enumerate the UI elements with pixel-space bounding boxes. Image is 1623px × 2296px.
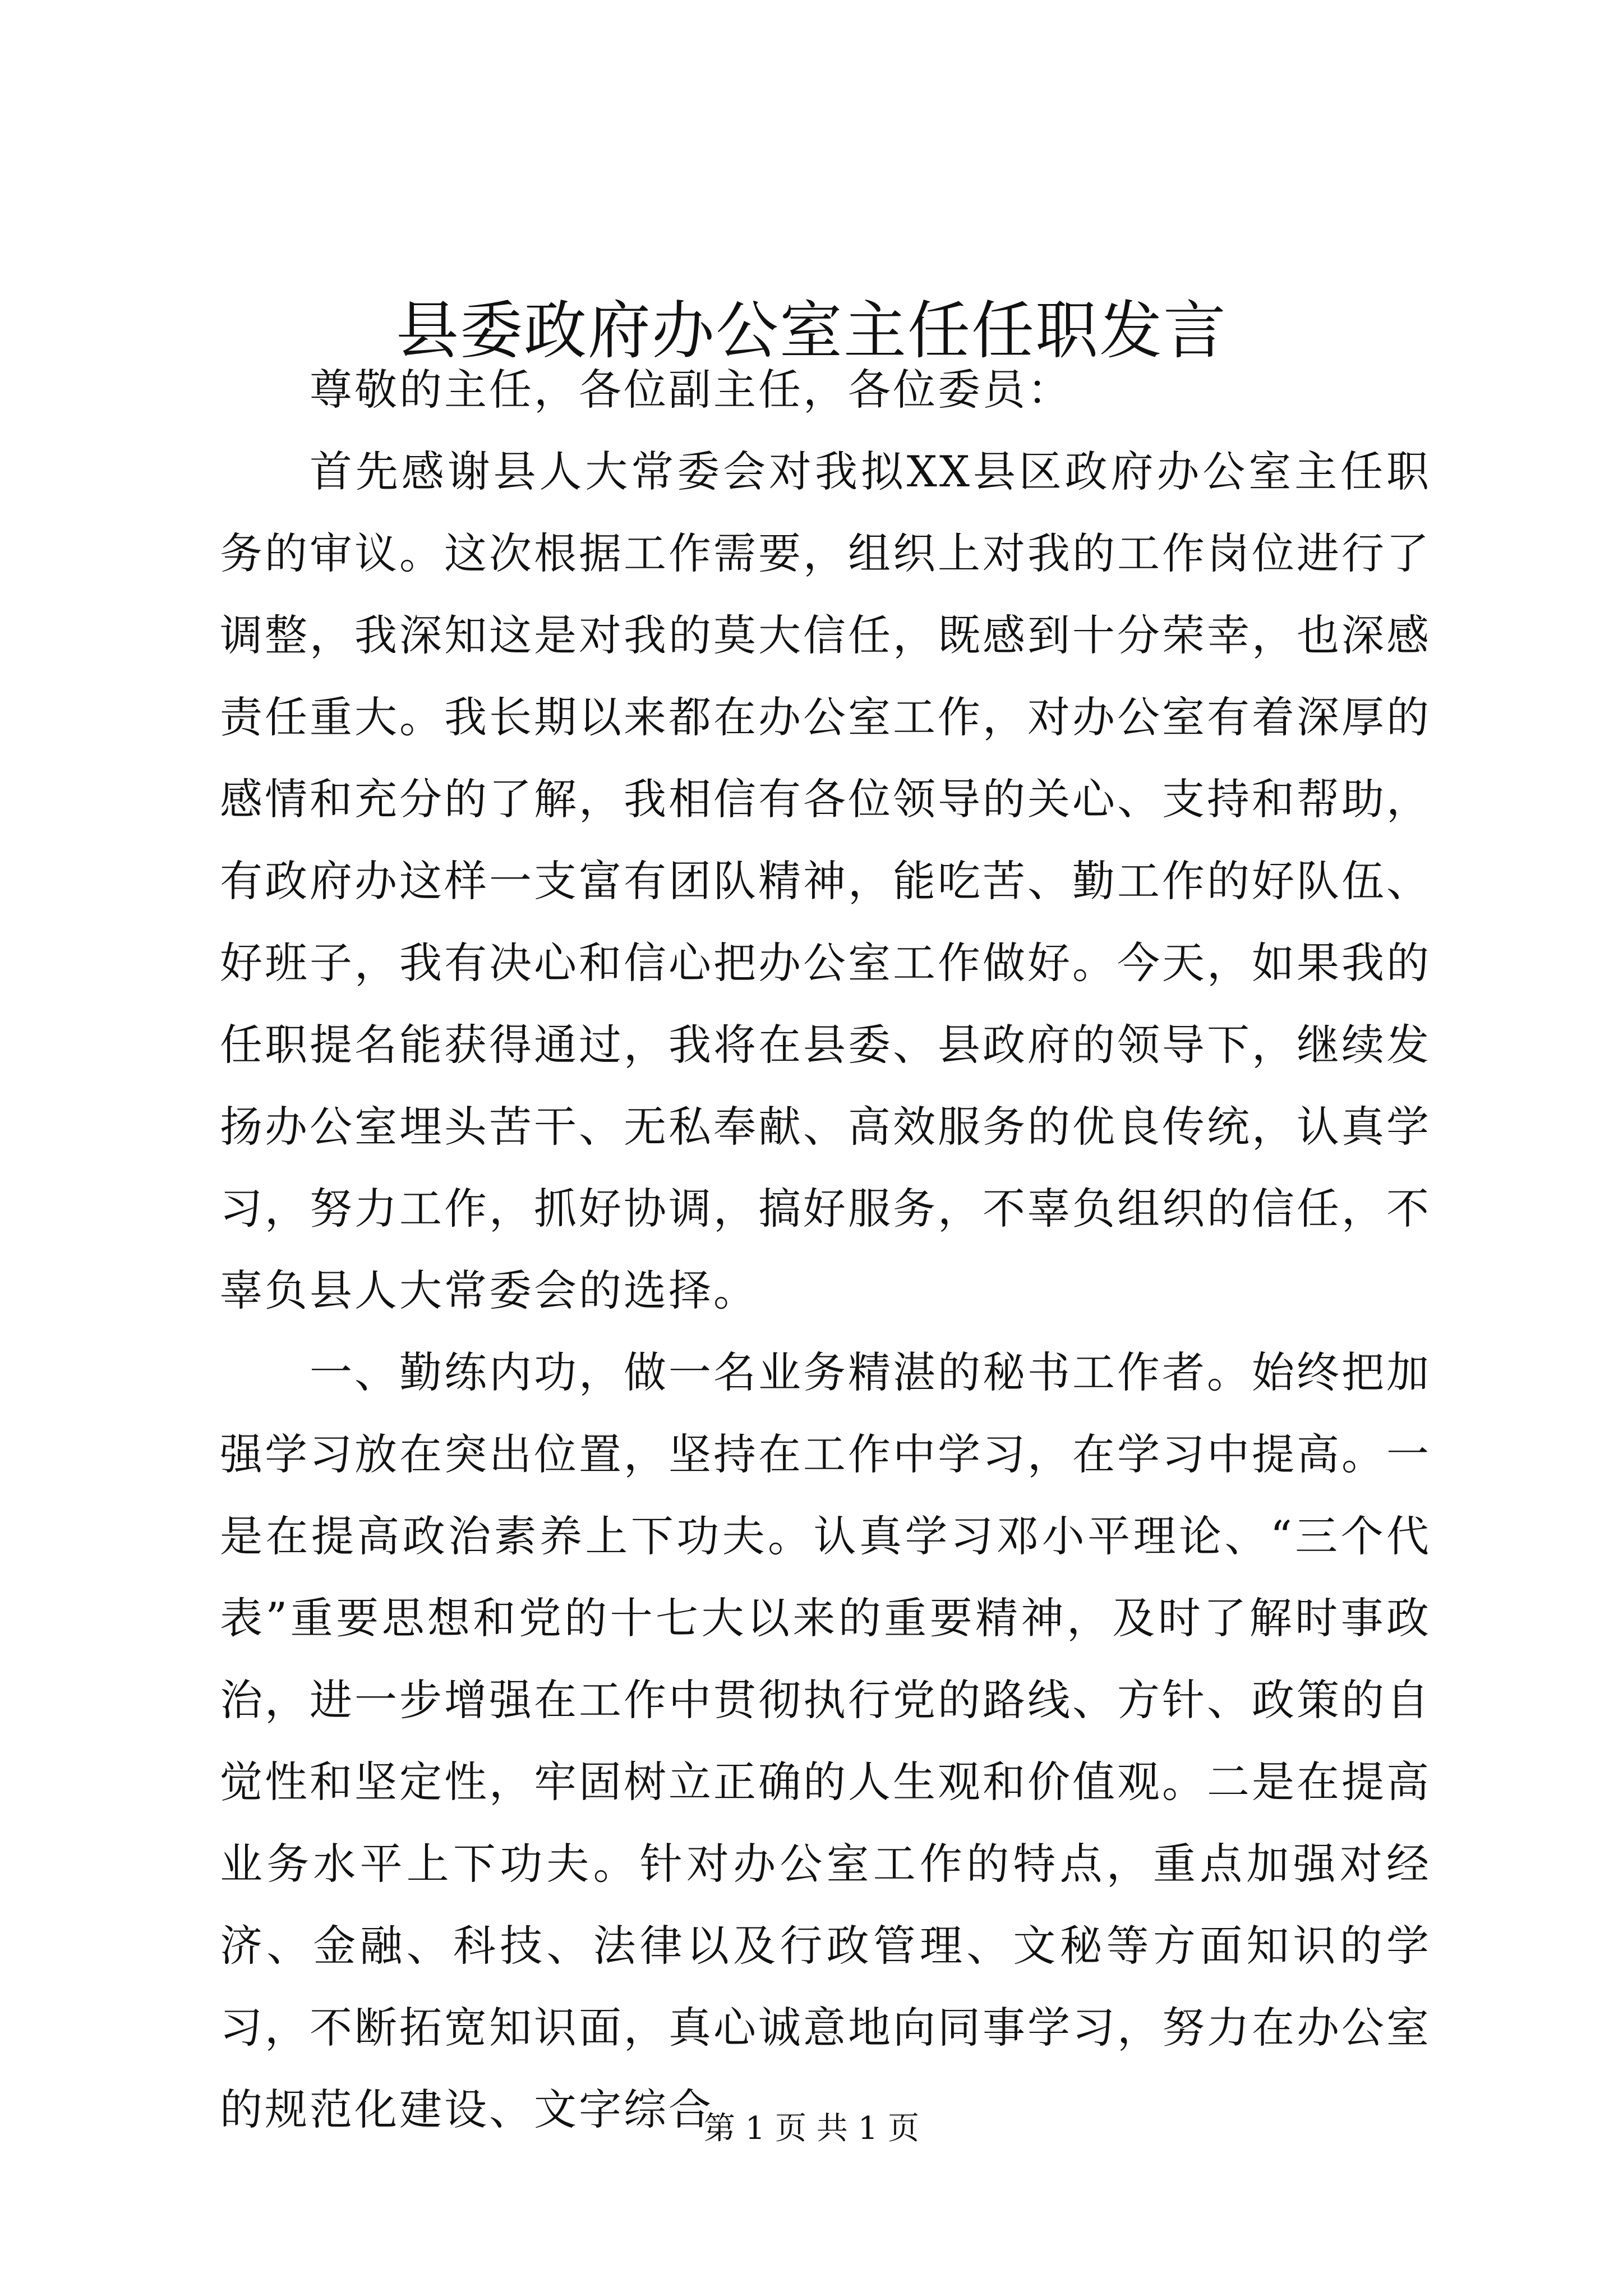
- salutation-paragraph: 尊敬的主任，各位副主任，各位委员：: [310, 365, 1072, 415]
- section-one-paragraph: 一、勤练内功，做一名业务精湛的秘书工作者。始终把加强学习放在突出位置，坚持在工作中学习，在学习中提高。一是在提高政治素养上下功夫。认真学习邓小平理论、“三个代表”重要思想和党的十七大以来的重要精神，及时了解时事政治，进一步增强在工作中贯彻执行党的路线、方针、政策的自觉性和坚定性，牢固树立正确的人生观和价值观。二是在提高业务水平上下功夫。针对办公室工作的特点，重点加强对经济、金融、科技、法律以及行政管理、文秘等方面知识的学习，不断拓宽知识面，真心诚意地向同事学习，努力在办公室的规范化建设、文字综合: [220, 1347, 1431, 2134]
- document-body: [220, 349, 1431, 2151]
- document-title: 县委政府办公室主任任职发言: [396, 295, 1227, 367]
- page-footer: 第 1 页 共 1 页: [703, 2110, 920, 2147]
- intro-paragraph: 首先感谢县人大常委会对我拟XX县区政府办公室主任职务的审议。这次根据工作需要，组织上对我的工作岗位进行了调整，我深知这是对我的莫大信任，既感到十分荣幸，也深感责任重大。我长期以来都在办公室工作，对办公室有着深厚的感情和充分的了解，我相信有各位领导的关心、支持和帮助，有政府办这样一支富有团队精神，能吃苦、勤工作的好队伍、好班子，我有决心和信心把办公室工作做好。今天，如果我的任职提名能获得通过，我将在县委、县政府的领导下，继续发扬办公室埋头苦干、无私奉献、高效服务的优良传统，认真学习，努力工作，抓好协调，搞好服务，不辜负组织的信任，不辜负县人大常委会的选择。: [220, 447, 1431, 1315]
